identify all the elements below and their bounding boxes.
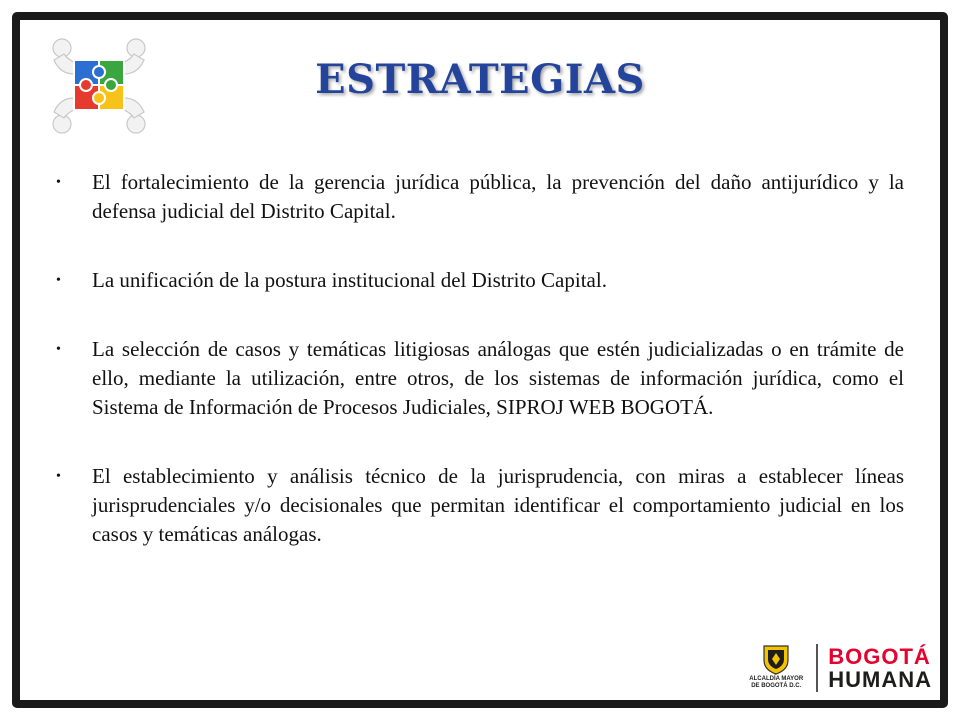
bullet-icon: • xyxy=(56,469,61,484)
bullet-text: La unificación de la postura institucional del Distrito Capital. xyxy=(92,268,607,292)
bogota-wordmark: BOGOTÁ xyxy=(828,644,931,669)
bullet-text: El establecimiento y análisis técnico de la jurisprudencia, con miras a establecer líneas jurisprudenciales y/o decisionales que permitan identificar el comportamiento judicial en los casos y temáticas análogas. xyxy=(92,464,904,546)
bullet-icon: • xyxy=(56,273,61,288)
coat-of-arms-icon xyxy=(759,642,793,676)
humana-wordmark: HUMANA xyxy=(828,667,932,692)
alcaldia-logo xyxy=(749,642,804,694)
logo-divider xyxy=(816,644,818,692)
bullet-text: La selección de casos y temáticas litigiosas análogas que estén judicializadas o en trámite de ello, mediante la utilización, entre otros, de los sistemas de información jurídica, como el Sistema de Información de Procesos Judiciales, SIPROJ WEB BOGOTÁ. xyxy=(92,337,904,419)
bogota-humana-logo xyxy=(828,645,932,691)
footer-logos xyxy=(749,640,932,696)
bullet-icon: • xyxy=(56,342,61,357)
bullet-text: El fortalecimiento de la gerencia jurídica pública, la prevención del daño antijurídico y la defensa judicial del Distrito Capital. xyxy=(92,170,904,223)
bullet-icon: • xyxy=(56,175,61,190)
page-title: ESTRATEGIAS xyxy=(315,56,645,103)
alcaldia-text: ALCALDÍA MAYOR DE BOGOTÁ D.C. xyxy=(749,676,804,689)
list-item xyxy=(56,266,904,295)
list-item xyxy=(56,462,904,549)
list-item xyxy=(56,168,904,226)
list-item xyxy=(56,335,904,422)
strategy-list xyxy=(56,168,904,589)
